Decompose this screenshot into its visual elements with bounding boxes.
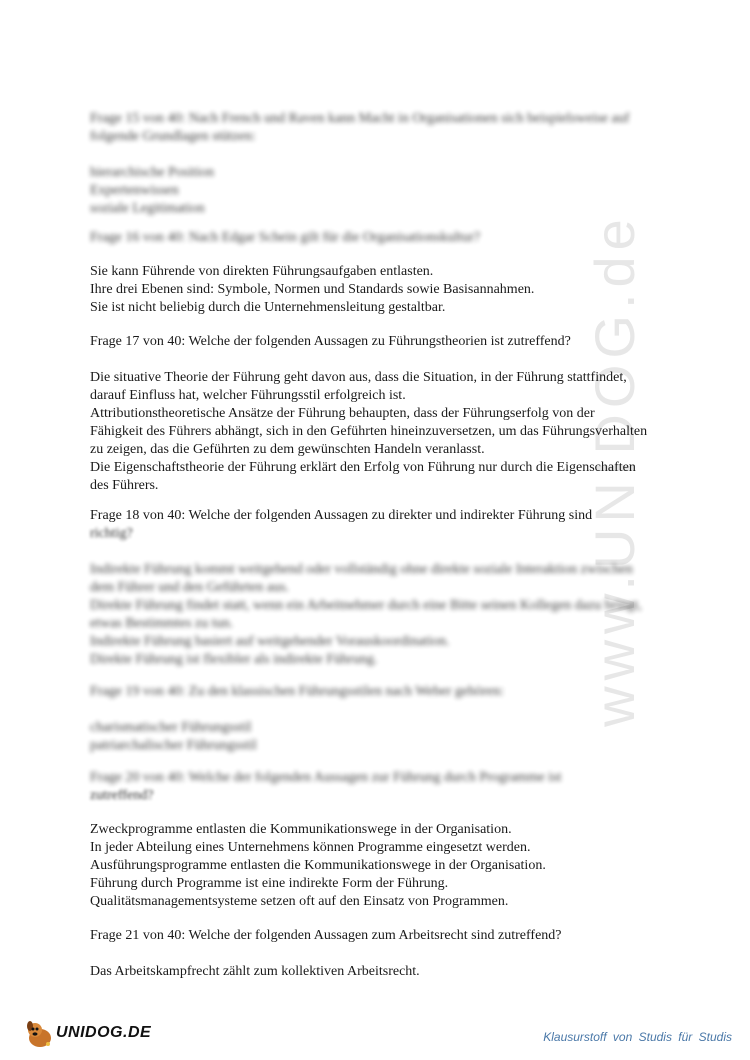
answer: Attributionstheoretische Ansätze der Führung behaupten, dass der Führungserfolg von der Fähigkeit des Führers abhängt, sich in den Geführten hineinzuversetzen, um das Führungsverhalten zu zeigen, das die Geführten zu dem gewünschten Handeln veranlasst. [90, 406, 648, 457]
answer: In jeder Abteilung eines Unternehmens können Programme eingesetzt werden. [90, 840, 531, 855]
answer: Ausführungsprogramme entlasten die Kommunikationswege in der Organisation. [90, 858, 546, 873]
question-21-text: Frage 21 von 40: Welche der folgenden Aussagen zum Arbeitsrecht sind zutreffend? [90, 928, 562, 943]
answer: Expertenwissen [90, 183, 179, 198]
question-20-text: Frage 20 von 40: Welche der folgenden Aussagen zur Führung durch Programme ist [90, 770, 562, 785]
question-15-text: Frage 15 von 40: Nach French und Raven kann Macht in Organisationen sich beispielsweise auf folgende Grundlagen stützen: [90, 111, 630, 144]
question-20-answers [90, 821, 650, 911]
answer: Sie kann Führende von direkten Führungsaufgaben entlasten. [90, 264, 434, 279]
question-20-text-cont: zutreffend? [90, 788, 154, 803]
watermark: www.UNIDOG.de [583, 213, 646, 727]
answer: soziale Legitimation [90, 201, 205, 216]
answer: Direkte Führung ist flexibler als indirekte Führung. [90, 652, 378, 667]
answer: Indirekte Führung basiert auf weitgehender Vorauskoordination. [90, 634, 450, 649]
question-18-text-cont: richtig? [90, 526, 133, 541]
answer: Das Arbeitskampfrecht zählt zum kollektiven Arbeitsrecht. [90, 964, 420, 979]
answer: Qualitätsmanagementsysteme setzen oft auf den Einsatz von Programmen. [90, 894, 509, 909]
footer-tagline: Klausurstoff von Studis für Studis [543, 1030, 732, 1044]
answer: Direkte Führung findet statt, wenn ein Arbeitnehmer durch eine Bitte seinen Kollegen dazu bringt, etwas Bestimmtes zu tun. [90, 598, 642, 631]
answer: Die Eigenschaftstheorie der Führung erklärt den Erfolg von Führung nur durch die Eigenschaften des Führers. [90, 460, 636, 493]
answer: Ihre drei Ebenen sind: Symbole, Normen und Standards sowie Basisannahmen. [90, 282, 535, 297]
logo-text: UNIDOG.DE [56, 1024, 152, 1041]
question-18-text: Frage 18 von 40: Welche der folgenden Aussagen zu direkter und indirekter Führung sind [90, 508, 593, 523]
question-19-text: Frage 19 von 40: Zu den klassischen Führungsstilen nach Weber gehören: [90, 684, 504, 699]
answer: charismatischer Führungsstil [90, 720, 252, 735]
question-15 [90, 110, 650, 218]
dog-icon [22, 1016, 58, 1052]
answer: Die situative Theorie der Führung geht davon aus, dass die Situation, in der Führung stattfindet, darauf Einfluss hat, welcher Führungsstil erfolgreich ist. [90, 370, 627, 403]
answer: Sie ist nicht beliebig durch die Unternehmensleitung gestaltbar. [90, 300, 446, 315]
unidog-logo [22, 1016, 152, 1052]
question-16-text: Frage 16 von 40: Nach Edgar Schein gilt für die Organisationskultur? [90, 230, 481, 245]
answer: Führung durch Programme ist eine indirekte Form der Führung. [90, 876, 449, 891]
question-16-answers [90, 263, 650, 317]
answer: Indirekte Führung kommt weitgehend oder vollständig ohne direkte soziale Interaktion zwischen dem Führer und den Geführten aus. [90, 562, 633, 595]
question-20 [90, 769, 650, 805]
question-21 [90, 927, 650, 981]
question-19 [90, 683, 650, 755]
question-18-answers [90, 561, 650, 669]
question-17-text: Frage 17 von 40: Welche der folgenden Aussagen zu Führungstheorien ist zutreffend? [90, 334, 571, 349]
question-17 [90, 333, 650, 495]
answer: hierarchische Position [90, 165, 215, 180]
question-18 [90, 507, 650, 543]
answer: Zweckprogramme entlasten die Kommunikationswege in der Organisation. [90, 822, 512, 837]
answer: patriarchalischer Führungsstil [90, 738, 257, 753]
question-16 [90, 229, 650, 247]
